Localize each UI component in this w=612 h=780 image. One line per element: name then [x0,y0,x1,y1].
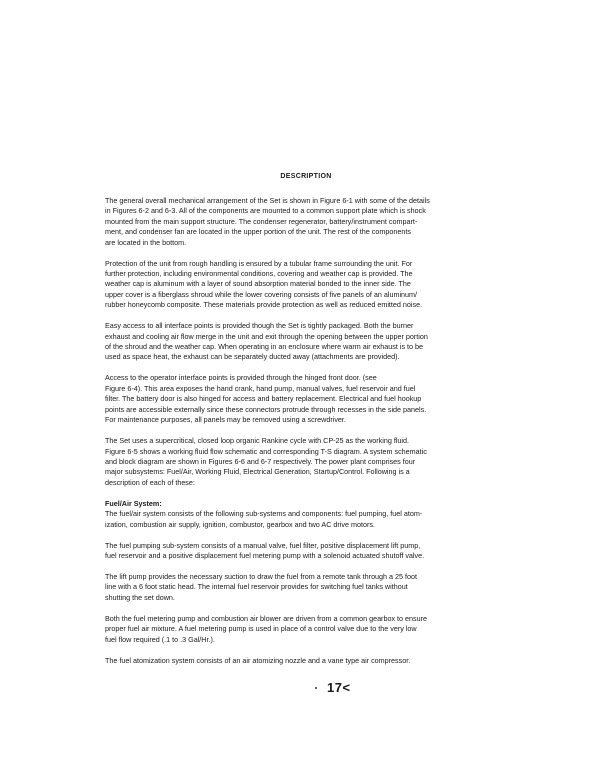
text-line: The lift pump provides the necessary suction to draw the fuel from a remote tank through a 25 foot [105,571,418,581]
paragraph-9 [105,614,500,645]
text-line: upper cover is a fiberglass shroud while the lower covering consists of five panels of an aluminum/ [105,289,418,299]
text-line: Easy access to all interface points is provided though the Set is tightly packaged. Both the burner [105,321,414,331]
text-line: filter. The battery door is also hinged for access and battery replacement. Electrical and fuel hookup [105,394,422,404]
text-line: of the shroud and the weather cap. When operating in an enclosure where warm air exhaust is to be [105,342,424,352]
paragraph-3 [105,321,500,363]
paragraph-5 [105,436,500,488]
text-line: Figure 6-5 shows a working fluid flow schematic and corresponding T-S diagram. A system schematic [105,446,427,456]
text-line: The general overall mechanical arrangement of the Set is shown in Figure 6-1 with some of the details [105,196,430,205]
page-number: 17< [327,680,351,695]
section-heading: Fuel/Air System: [105,498,162,508]
text-line: proper fuel air mixture. A fuel metering pump is used in place of a control valve due to the very low [105,624,417,634]
text-line: Access to the operator interface points is provided through the hinged front door. (see [105,373,377,383]
text-line: For maintenance purposes, all panels may be removed using a screwdriver. [105,415,346,425]
text-line: points are accessible externally since these connectors protrude through recesses in the side panels. [105,404,427,414]
text-line: rubber honeycomb composite. These materials provide protection as well as reduced emitted noise. [105,300,423,310]
text-line: shutting the set down. [105,592,175,602]
text-line: exhaust and cooling air flow merge in the unit and exit through the opening between the upper portion [105,331,428,341]
paragraph-8 [105,572,500,603]
paragraph-1 [105,196,500,248]
text-line: fuel reservoir and a positive displacement fuel metering pump with a solenoid actuated shutoff valve. [105,550,425,560]
text-line: used as space heat, the exhaust can be separately ducted away (attachments are provided). [105,352,400,362]
text-line: The fuel/air system consists of the following sub-systems and components: fuel pumping, fuel atom- [105,509,423,519]
text-line: in Figures 6-2 and 6-3. All of the components are mounted to a common support plate which is shock [105,206,426,216]
text-line: Protection of the unit from rough handling is ensured by a tubular frame surrounding the unit. For [105,258,413,268]
scan-speck [315,687,317,689]
text-line: description of each of these: [105,477,195,487]
paragraph-10 [105,656,500,666]
text-line: fuel flow required (.1 to .3 Gal/Hr.). [105,634,215,644]
text-line: ment, and condenser fan are located in the upper portion of the unit. The rest of the components [105,227,411,237]
paragraph-4 [105,373,500,425]
text-line: Figure 6-4). This area exposes the hand crank, hand pump, manual valves, fuel reservoir and fuel [105,383,416,393]
text-line: are located in the bottom. [105,237,187,247]
body-text [105,196,500,677]
text-line: major subsystems: Fuel/Air, Working Fluid, Electrical Generation, Startup/Control. Following is a [105,467,410,477]
page-title: DESCRIPTION [280,173,332,180]
text-line: Both the fuel metering pump and combustion air blower are driven from a common gearbox to ensure [105,613,428,623]
text-line: line with a 6 foot static head. The internal fuel reservoir provides for switching fuel tanks without [105,582,408,592]
text-line: The fuel pumping sub-system consists of a manual valve, fuel filter, positive displacement lift pump, [105,540,421,550]
paragraph-fuel-air-system [105,499,500,530]
text-line: weather cap is aluminum with a layer of sound absorption material bonded to the inner side. The [105,279,411,289]
paragraph-7 [105,541,500,562]
text-line: mounted from the main support structure. The condenser regenerator, battery/instrument compart- [105,216,418,226]
text-line: The fuel atomization system consists of an air atomizing nozzle and a vane type air compressor. [105,655,411,665]
paragraph-2 [105,259,500,311]
text-line: and block diagram are shown in Figures 6-6 and 6-7 respectively. The power plant comprises four [105,456,416,466]
text-line: further protection, including environmental conditions, covering and weather cap is provided. The [105,269,413,279]
text-line: ization, combustion air supply, ignition, combustor, gearbox and two AC drive motors. [105,519,375,529]
text-line: The Set uses a supercritical, closed loop organic Rankine cycle with CP-25 as the working fluid. [105,436,410,446]
